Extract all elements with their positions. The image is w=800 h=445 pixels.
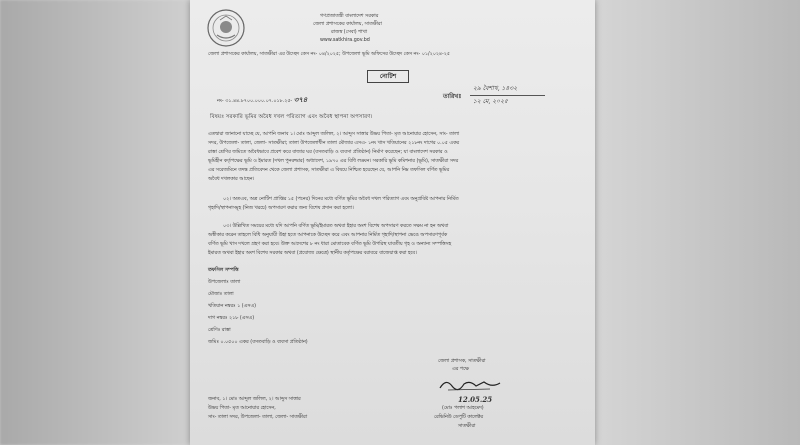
header-line-1: গণপ্রজাতন্ত্রী বাংলাদেশ সরকার [320, 14, 379, 19]
paragraph-1-line: এতদ্বারা জানানো যাচ্ছে যে, আপনি জনাব ১। মোঃ আব্দুল জলিল, ২। আব্দুস সাত্তার উভয় পিতা- মৃত আনোয়ার হোসেন, সাং- তালা [208, 132, 460, 137]
signature-icon [436, 374, 506, 394]
paragraph-1-line: অবৈধ দখলকার আছেন। [208, 177, 255, 182]
case-line: জেলা প্রশাসকের কার্যালয়, সাতক্ষীরা এর উচ্ছেদ কেস নং- ০৪/২০২৫; উপজেলা ভূমি অফিসের উচ্ছেদ কেস নং- ০১/২০২৪-২৫ [208, 52, 451, 57]
date-bangla: ২৯ বৈশাখ, ১৪৩২ [473, 85, 518, 92]
schedule-mouza: মৌজাঃ তালা [208, 292, 234, 297]
schedule-dag: দাগ নম্বরঃ ২১৮ (এসএ) [208, 316, 255, 321]
signature-date: 12.05.25 [458, 395, 493, 404]
notice-title: নোটিশ [367, 70, 409, 83]
background-left [0, 0, 190, 445]
paragraph-1-line: ভূমিহীন কর্তৃপক্ষের ভূমি ও ইমারত (দখল পুনরুদ্ধার) অধ্যাদেশ, ১৯৭০ এর বিধি লঙ্ঘন। সরকারি ভূমি কমিশনার (ভূমি), সাতক্ষীরা সদর [208, 159, 459, 164]
schedule-land: জমিঃ ০.০৫০০ একর (বসতবাড়ি ও ব্যবসা প্রতিষ্ঠান) [208, 340, 308, 345]
paragraph-2-line: ০২। অতএব, অত্র নোটিশ প্রাপ্তির ১৫ (পনের) দিনের মধ্যে বর্ণিত ভূমির অবৈধ দখল পরিত্যাগ এবং অনুপ্রবিষ্ট আপনার নির্মিত [223, 197, 459, 202]
paragraph-1-line: সদর, উপজেলা- তালা, জেলা- সাতক্ষীরা; তালা উপজেলাধীন তালা মৌজার এসএ- ১নং খাস খতিয়ানের ২১৮নং দাগের ০.০৫ একর [208, 141, 460, 146]
header-website: www.satkhira.gov.bd [320, 38, 370, 43]
subject-line: বিষয়ঃ সরকারি ভূমির অবৈধ দখল পরিত্যাগ এবং অবৈধ স্থাপনা অপসারণ। [210, 114, 373, 120]
paragraph-1-line: রাস্তা শ্রেণির জমিতে অবৈধভাবে প্রবেশ করে বাজার ঘর (বসতবাড়ি ও ব্যবসা প্রতিষ্ঠান) নির্মাণ করেছেন; যা বাংলাদেশ সরকার ও [208, 150, 448, 155]
recipient-line: সাং- তালা সদর, উপজেলা- তালা, জেলা- সাতক্ষীরা [208, 415, 308, 420]
date-english: ১২ মে, ২০২৫ [473, 98, 508, 105]
recipient-line: জনাব, ১। মোঃ আব্দুল জলিল, ২। আব্দুস সাত্তার [208, 397, 301, 402]
recipient-line: উভয় পিতা- মৃত আনোয়ার হোসেন, [208, 406, 276, 411]
signatory-name: (মোঃ পলাশ আহমেদ) [442, 406, 484, 411]
memo-number-handwritten: ৩৭৪ [293, 95, 308, 104]
signatory-designation: রেভিনিউ ডেপুটি কালেক্টর [434, 415, 484, 420]
signatory-office: সাতক্ষীরা [458, 424, 476, 429]
schedule-upazila: উপজেলাঃ তালা [208, 280, 241, 285]
memo-number-printed: নং- ৩১.৪৪.৮৭০০.০০০.০৭.০১৮.২৫- [217, 99, 293, 104]
background-right [580, 0, 800, 445]
header-line-2: জেলা প্রশাসকের কার্যালয়, সাতক্ষীরা [313, 22, 382, 27]
paragraph-3-line: বর্ণিত ভূমি খাস দখলে গ্রহণ করা হবে। উক্ত আদেশের ৮ নং ধারা মোতাবেক বর্ণিত ভূমি উপরিস্থ যাবতীয় গৃহ ও অন্যান্য সম্পত্তিসহ [208, 242, 452, 247]
schedule-class: শ্রেণিঃ রাস্তা [208, 328, 231, 333]
signatory-for-line-2: এর পক্ষে [452, 367, 469, 372]
paragraph-2-line: গৃহাদি/স্থাপনাসমূহ (নিজ খরচে) অপসারণ করার জন্য বিশেষ প্রদান করা হলো। [208, 206, 354, 211]
date-label: তারিখঃ [443, 93, 462, 100]
paragraph-1-line: এর সরেজমিনে তদন্ত প্রতিবেদন থেকে জেলা প্রশাসক, সাতক্ষীরা এ বিষয়ে নিশ্চিত হয়েছেন যে, আপনি নিম্ন তফসিল বর্ণিত ভূমির [208, 168, 450, 173]
paragraph-3-line: ইমারত অথবা ইহার অংশ বিশেষ সরকার অথবা (প্রযোজ্য ক্ষেত্রে) স্থানীয় কর্তৃপক্ষের বরাবরে বাজেয়াপ্ত করা হবে। [208, 251, 417, 256]
paragraph-3-line: অস্বীকার করেন তাহলে বিধি অনুযায়ী উহা হতে আপনাকে উচ্ছেদ করে এবং আপনার নির্মিত গৃহাদি/স্থাপনা ভেঙে অপসারণপূর্বক [208, 233, 448, 238]
government-seal-icon [206, 8, 246, 48]
signatory-for-line-1: জেলা প্রশাসক, সাতক্ষীরা [438, 359, 486, 364]
memo-number [217, 96, 307, 105]
date-divider [470, 95, 545, 96]
header-line-3: রাজস্ব (সেবা) শাখা [331, 30, 367, 35]
schedule-khatian: খতিয়ান নম্বরঃ ১ (এসএ) [208, 304, 256, 309]
notice-document [190, 0, 595, 445]
schedule-title: তফসিল সম্পত্তি [208, 268, 239, 273]
paragraph-3-line: ০৩। উল্লিখিত সময়ের মধ্যে যদি আপনি বর্ণিত ভূমি/ইমারত অথবা ইহার অংশ বিশেষ অপসারণ করতে সক্ষম না হন অথবা [223, 224, 449, 229]
